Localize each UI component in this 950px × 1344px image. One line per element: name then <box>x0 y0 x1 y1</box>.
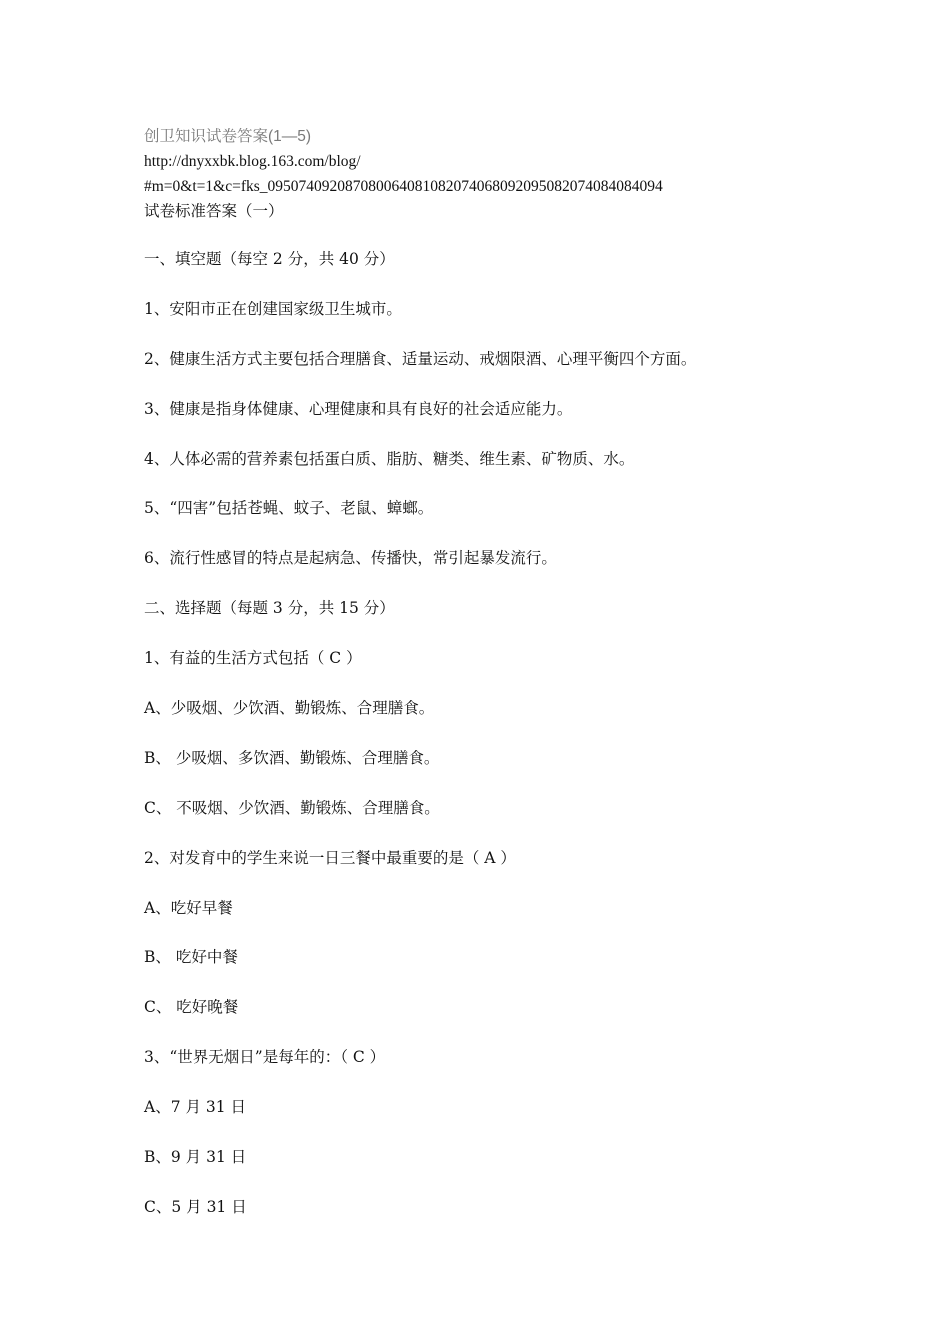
paragraph: 4、人体必需的营养素包括蛋白质、脂肪、糖类、维生素、矿物质、水。 <box>144 449 635 468</box>
answer-option: B、9 月 31 日 <box>144 1148 247 1167</box>
paragraph: 2、健康生活方式主要包括合理膳食、适量运动、戒烟限酒、心理平衡四个方面。 <box>144 349 697 368</box>
document-header <box>144 124 864 224</box>
section-heading-fill-in: 一、填空题（每空 2 分，共 40 分） <box>144 250 395 268</box>
answer-option: A、少吸烟、少饮酒、勤锻炼、合理膳食。 <box>144 699 435 718</box>
answer-option: C、5 月 31 日 <box>144 1197 247 1216</box>
question: 2、对发育中的学生来说一日三餐中最重要的是（ A ） <box>144 848 516 867</box>
paragraph: 3、健康是指身体健康、心理健康和具有良好的社会适应能力。 <box>144 399 573 418</box>
answer-option: B、 吃好中餐 <box>144 948 238 967</box>
source-url-line-2: #m=0&t=1&c=fks_095074092087080064081082074068092095082074084084094 <box>144 178 663 195</box>
answer-option: C、 不吸烟、少饮酒、勤锻炼、合理膳食。 <box>144 798 440 817</box>
document-body <box>144 247 864 1245</box>
answer-option: C、 吃好晚餐 <box>144 998 239 1017</box>
answer-option: A、吃好早餐 <box>144 898 233 917</box>
section-heading-choice: 二、选择题（每题 3 分，共 15 分） <box>144 599 395 618</box>
paragraph: 5、“四害”包括苍蝇、蚊子、老鼠、蟑螂。 <box>144 499 434 518</box>
answer-option: B、 少吸烟、多饮酒、勤锻炼、合理膳食。 <box>144 748 440 767</box>
document-subtitle: 试卷标准答案（一） <box>144 203 284 220</box>
question: 1、有益的生活方式包括（ C ） <box>144 649 362 668</box>
paragraph: 1、安阳市正在创建国家级卫生城市。 <box>144 299 402 318</box>
paragraph: 6、流行性感冒的特点是起病急、传播快，常引起暴发流行。 <box>144 549 557 568</box>
source-url-line-1: http://dnyxxbk.blog.163.com/blog/ <box>144 153 361 170</box>
document-title: 创卫知识试卷答案(1—5) <box>144 128 312 145</box>
question: 3、“世界无烟日”是每年的：（ C ） <box>144 1048 386 1067</box>
answer-option: A、7 月 31 日 <box>144 1098 247 1117</box>
